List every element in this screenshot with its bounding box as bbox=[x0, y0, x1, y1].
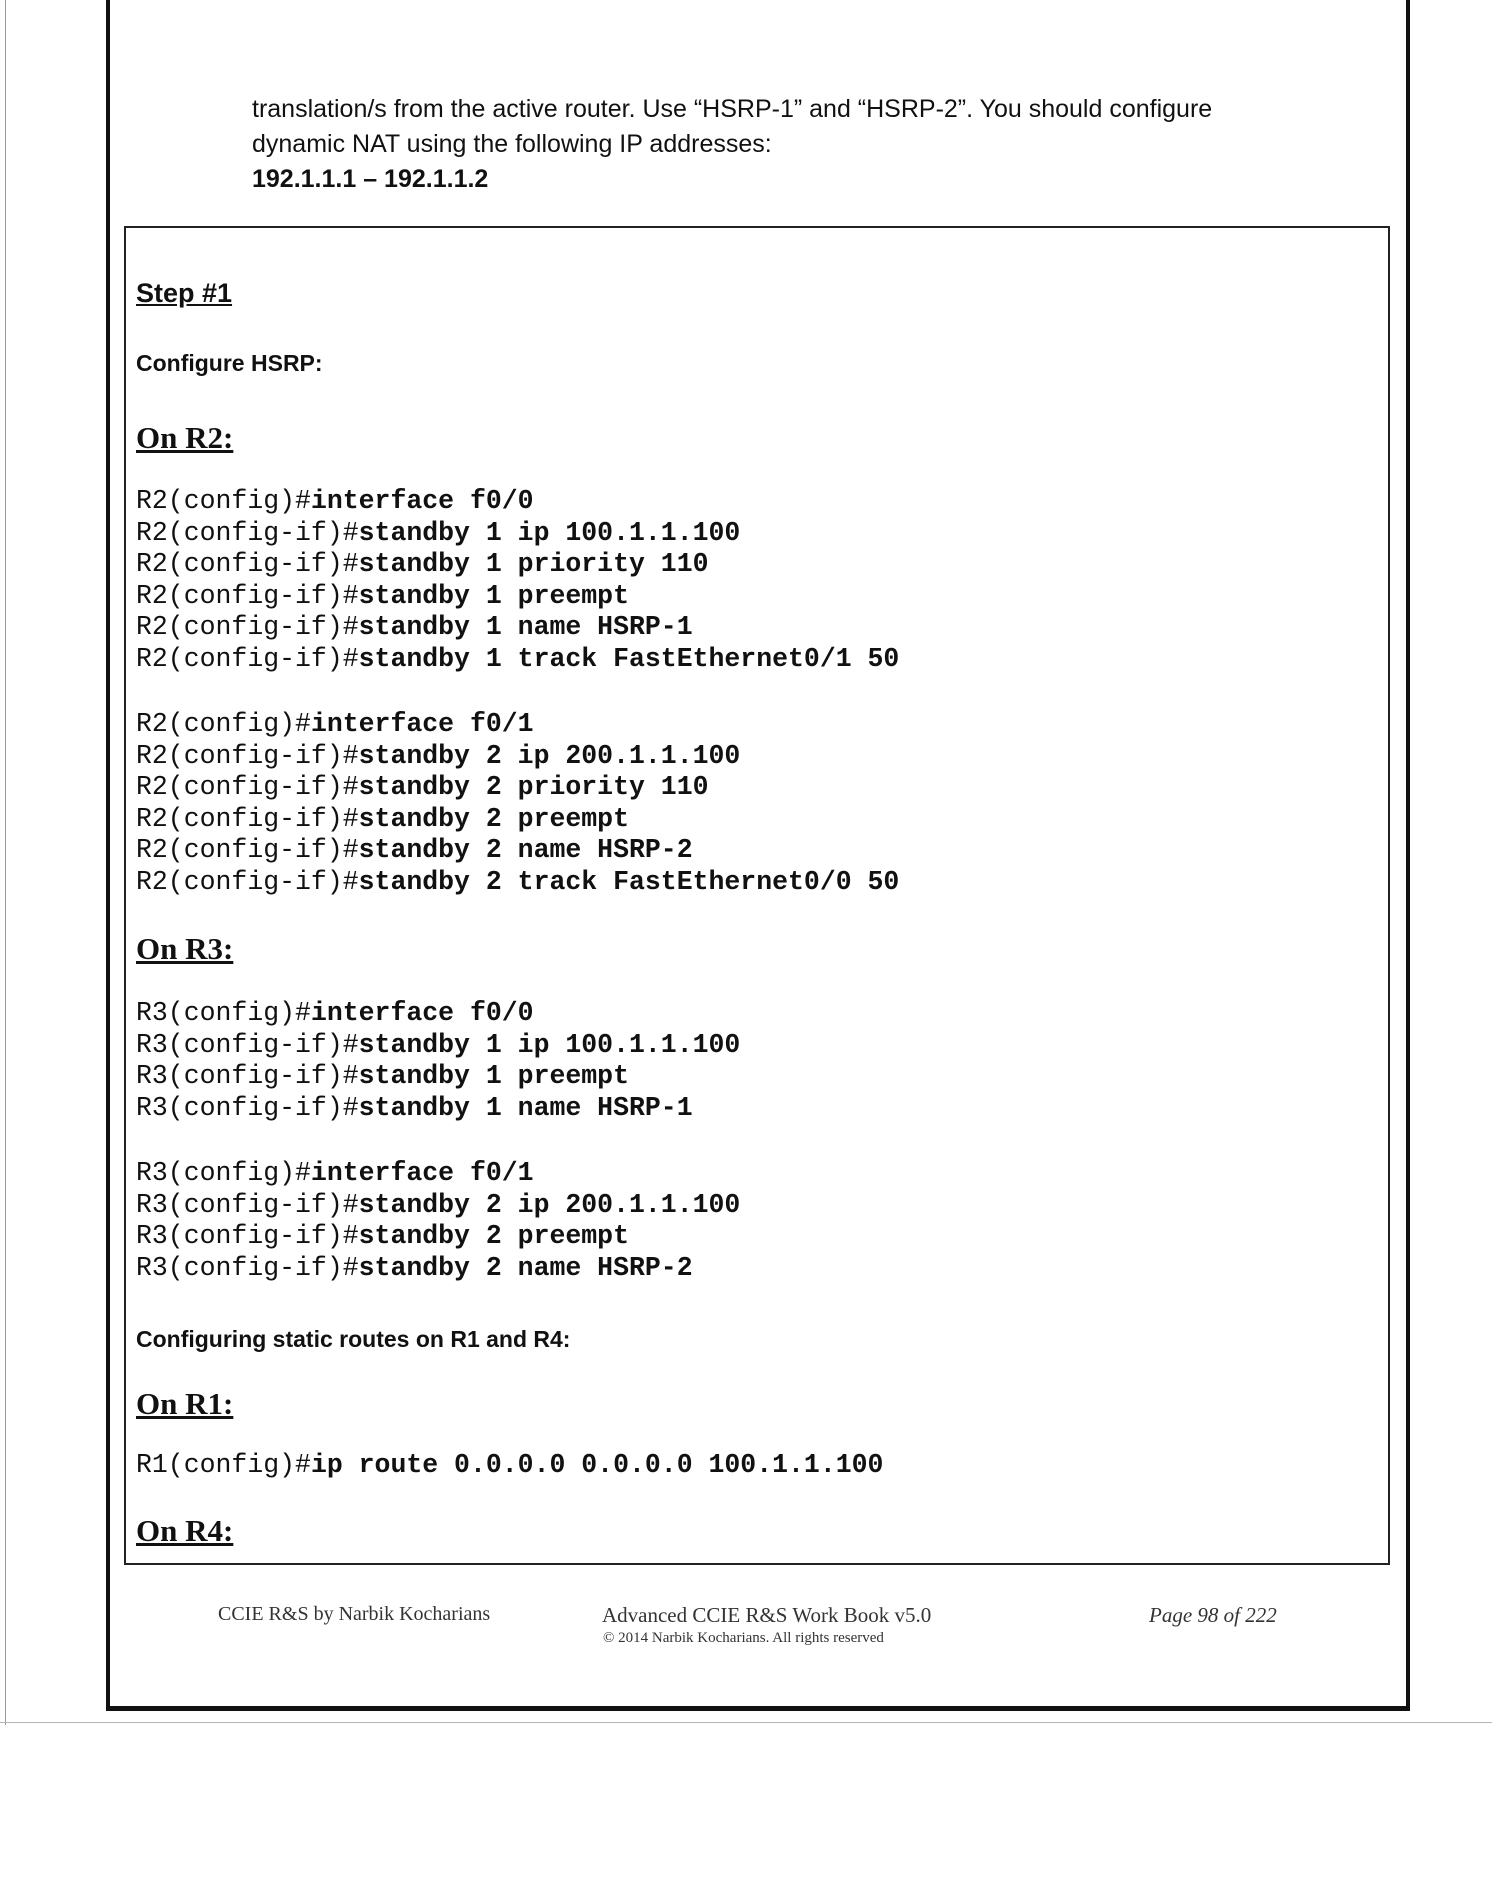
cli-command: standby 1 priority 110 bbox=[358, 549, 709, 579]
ip-range: 192.1.1.1 – 192.1.1.2 bbox=[252, 165, 489, 193]
heading-on-r4: On R4: bbox=[136, 1513, 234, 1548]
configure-hsrp-note: Configure HSRP: bbox=[136, 350, 323, 376]
cli-command: ip route 0.0.0.0 0.0.0.0 100.1.1.100 bbox=[310, 1450, 884, 1480]
code-line bbox=[136, 741, 899, 773]
cli-prompt: R2(config-if)# bbox=[136, 580, 359, 611]
code-line bbox=[136, 581, 899, 613]
cli-prompt: R2(config)# bbox=[136, 486, 311, 516]
cli-command: standby 2 preempt bbox=[358, 803, 629, 834]
footer-book bbox=[602, 1603, 1022, 1647]
cli-command: standby 2 name HSRP-2 bbox=[358, 1252, 693, 1283]
cli-prompt: R3(config-if)# bbox=[136, 1252, 359, 1283]
heading-on-r1: On R1: bbox=[136, 1386, 234, 1421]
r2-code-block-1 bbox=[136, 486, 899, 675]
cli-prompt: R2(config-if)# bbox=[136, 517, 359, 548]
code-line bbox=[136, 867, 899, 899]
intro-text bbox=[252, 92, 1302, 197]
intro-line-1: translation/s from the active router. Use “HSRP-1” and “HSRP-2”. You should configure bbox=[252, 95, 1213, 123]
cli-prompt: R2(config-if)# bbox=[136, 740, 359, 771]
code-line bbox=[136, 1450, 883, 1482]
code-line bbox=[136, 772, 899, 804]
r2-code-block-2 bbox=[136, 709, 899, 898]
cli-command: standby 1 ip 100.1.1.100 bbox=[358, 1029, 741, 1060]
heading-on-r2: On R2: bbox=[136, 420, 234, 455]
code-line bbox=[136, 518, 899, 550]
cli-command: standby 1 preempt bbox=[358, 580, 629, 611]
cli-prompt: R3(config-if)# bbox=[136, 1092, 359, 1123]
cli-prompt: R3(config-if)# bbox=[136, 1029, 359, 1060]
code-line bbox=[136, 1158, 740, 1190]
cli-command: standby 1 track FastEthernet0/1 50 bbox=[358, 643, 900, 674]
cli-command: standby 2 priority 110 bbox=[358, 772, 709, 802]
cli-command: interface f0/0 bbox=[310, 998, 534, 1028]
cli-command: interface f0/0 bbox=[310, 486, 534, 516]
heading-on-r3: On R3: bbox=[136, 931, 234, 966]
cli-prompt: R2(config)# bbox=[136, 709, 311, 739]
code-line bbox=[136, 835, 899, 867]
intro-line-2: dynamic NAT using the following IP addresses: bbox=[252, 130, 772, 158]
cli-prompt: R2(config-if)# bbox=[136, 835, 359, 865]
code-line bbox=[136, 1093, 740, 1125]
cli-command: standby 1 name HSRP-1 bbox=[358, 612, 693, 642]
code-line bbox=[136, 549, 899, 581]
cli-prompt: R3(config-if)# bbox=[136, 1061, 359, 1091]
cli-prompt: R3(config-if)# bbox=[136, 1221, 359, 1251]
footer-author: CCIE R&S by Narbik Kocharians bbox=[218, 1603, 491, 1625]
code-line bbox=[136, 998, 740, 1030]
cli-command: interface f0/1 bbox=[310, 709, 534, 739]
cli-command: standby 1 ip 100.1.1.100 bbox=[358, 517, 741, 548]
scan-edge-left bbox=[5, 0, 6, 1725]
cli-command: standby 2 name HSRP-2 bbox=[358, 835, 693, 865]
cli-command: standby 1 preempt bbox=[358, 1061, 629, 1091]
cli-prompt: R3(config)# bbox=[136, 1158, 311, 1188]
code-line bbox=[136, 804, 899, 836]
code-line bbox=[136, 644, 899, 676]
r3-code-block-2 bbox=[136, 1158, 740, 1284]
cli-command: standby 2 ip 200.1.1.100 bbox=[358, 1189, 741, 1220]
footer-page-number: Page 98 of 222 bbox=[1149, 1603, 1277, 1627]
footer-copyright: © 2014 Narbik Kocharians. All rights reserved bbox=[603, 1630, 884, 1646]
cli-prompt: R2(config-if)# bbox=[136, 612, 359, 642]
r1-code-block bbox=[136, 1450, 883, 1482]
scan-edge-bottom bbox=[0, 1722, 1492, 1723]
cli-prompt: R2(config-if)# bbox=[136, 643, 359, 674]
cli-prompt: R2(config-if)# bbox=[136, 866, 359, 897]
code-line bbox=[136, 1061, 740, 1093]
code-line bbox=[136, 709, 899, 741]
cli-prompt: R2(config-if)# bbox=[136, 772, 359, 802]
step-title: Step #1 bbox=[136, 278, 233, 308]
code-line bbox=[136, 1190, 740, 1222]
cli-prompt: R2(config-if)# bbox=[136, 803, 359, 834]
code-line bbox=[136, 612, 899, 644]
static-routes-note: Configuring static routes on R1 and R4: bbox=[136, 1326, 571, 1352]
cli-prompt: R1(config)# bbox=[136, 1450, 311, 1480]
cli-prompt: R3(config)# bbox=[136, 998, 311, 1028]
code-line bbox=[136, 1221, 740, 1253]
cli-command: standby 2 preempt bbox=[358, 1221, 629, 1251]
code-line bbox=[136, 1253, 740, 1285]
footer-book-title: Advanced CCIE R&S Work Book v5.0 bbox=[602, 1603, 932, 1627]
cli-command: interface f0/1 bbox=[310, 1158, 534, 1188]
solution-box bbox=[124, 226, 1390, 1565]
cli-prompt: R2(config-if)# bbox=[136, 549, 359, 579]
code-line bbox=[136, 486, 899, 518]
code-line bbox=[136, 1030, 740, 1062]
cli-command: standby 2 ip 200.1.1.100 bbox=[358, 740, 741, 771]
cli-prompt: R3(config-if)# bbox=[136, 1189, 359, 1220]
r3-code-block-1 bbox=[136, 998, 740, 1124]
cli-command: standby 2 track FastEthernet0/0 50 bbox=[358, 866, 900, 897]
cli-command: standby 1 name HSRP-1 bbox=[358, 1092, 693, 1123]
